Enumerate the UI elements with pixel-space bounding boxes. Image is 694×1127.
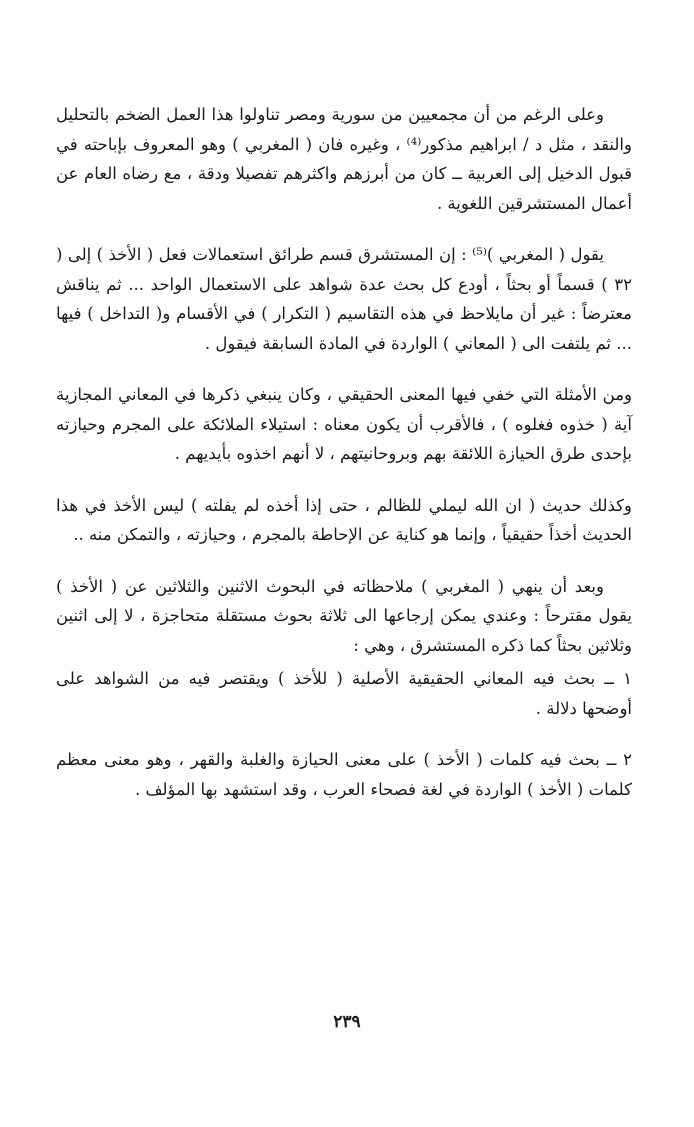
page-number: ٢٣٩ (333, 1012, 361, 1032)
list-item-second-section: ٢ ــ بحث فيه كلمات ( الأخذ ) على معنى الحيازة والغلبة والقهر ، وهو معنى معظم كلمات ( الأخذ ) الواردة في لغة فصحاء العرب ، وقد استشهد بها المؤلف . (56, 750, 632, 799)
paragraph-hadith: وكذلك حديث ( ان الله ليملي للظالم ، حتى إذا أخذه لم يفلته ) ليس الأخذ في هذا الحديث أخذاً حقيقياً ، وإنما هو كناية عن الإحاطة بالمجرم ، وحيازته ، والتمكن منه .. (56, 495, 632, 544)
paragraph-intro: وعلى الرغم من أن مجمعيين من سورية ومصر تناولوا هذا العمل الضخم بالتحليل والنقد ، مثل د / ابراهيم مذكور⁽⁴⁾ ، وغيره فان ( المغربي ) وهو المعروف بإباحته في قبول الدخيل إلى العربية ــ كان من أبرزهم واكثرهم تفصيلا ودقة ، مع رضاه العام عن أعمال المستشرقين اللغوية . (56, 105, 632, 213)
paragraph-examples: ومن الأمثلة التي خفي فيها المعنى الحقيقي ، وكان ينبغي ذكرها في المعاني المجازية آية ( خذوه فغلوه ) ، فالأقرب أن يكون معناه : استيلاء الملائكة على المجرم وحيازته بإحدى طرق الحيازة اللائقة بهم وبروحانيتهم ، لا أنهم اخذوه بأيديهم . (56, 385, 632, 463)
paragraph-maghribi-quote: يقول ( المغربي )⁽⁵⁾ : إن المستشرق قسم طرائق استعمالات فعل ( الأخذ ) إلى ( ٣٢ ) قسماً أو بحثاً ، أودع كل بحث عدة شواهد على الاستعمال الواحد ... ثم يناقش معترضاً : غير أن مايلاحظ في هذه التقاسيم ( التكرار ) في الأقسام و( التداخل ) فيها ... ثم يلتفت الى ( المعاني ) الواردة في المادة السابقة فيقول . (56, 245, 632, 353)
page-body (56, 100, 632, 826)
list-item-first-section: ١ ــ بحث فيه المعاني الحقيقية الأصلية ( للأخذ ) ويقتصر فيه من الشواهد على أوضحها دلالة . (56, 669, 632, 718)
paragraph-proposal: وبعد أن ينهي ( المغربي ) ملاحظاته في البحوث الاثنين والثلاثين عن ( الأخذ ) يقول مقترحاً : وعندي يمكن إرجاعها الى ثلاثة بحوث مستقلة متحاجزة ، لا إلى اثنين وثلاثين بحثاً كما ذكره المستشرق ، وهي : (56, 576, 632, 655)
